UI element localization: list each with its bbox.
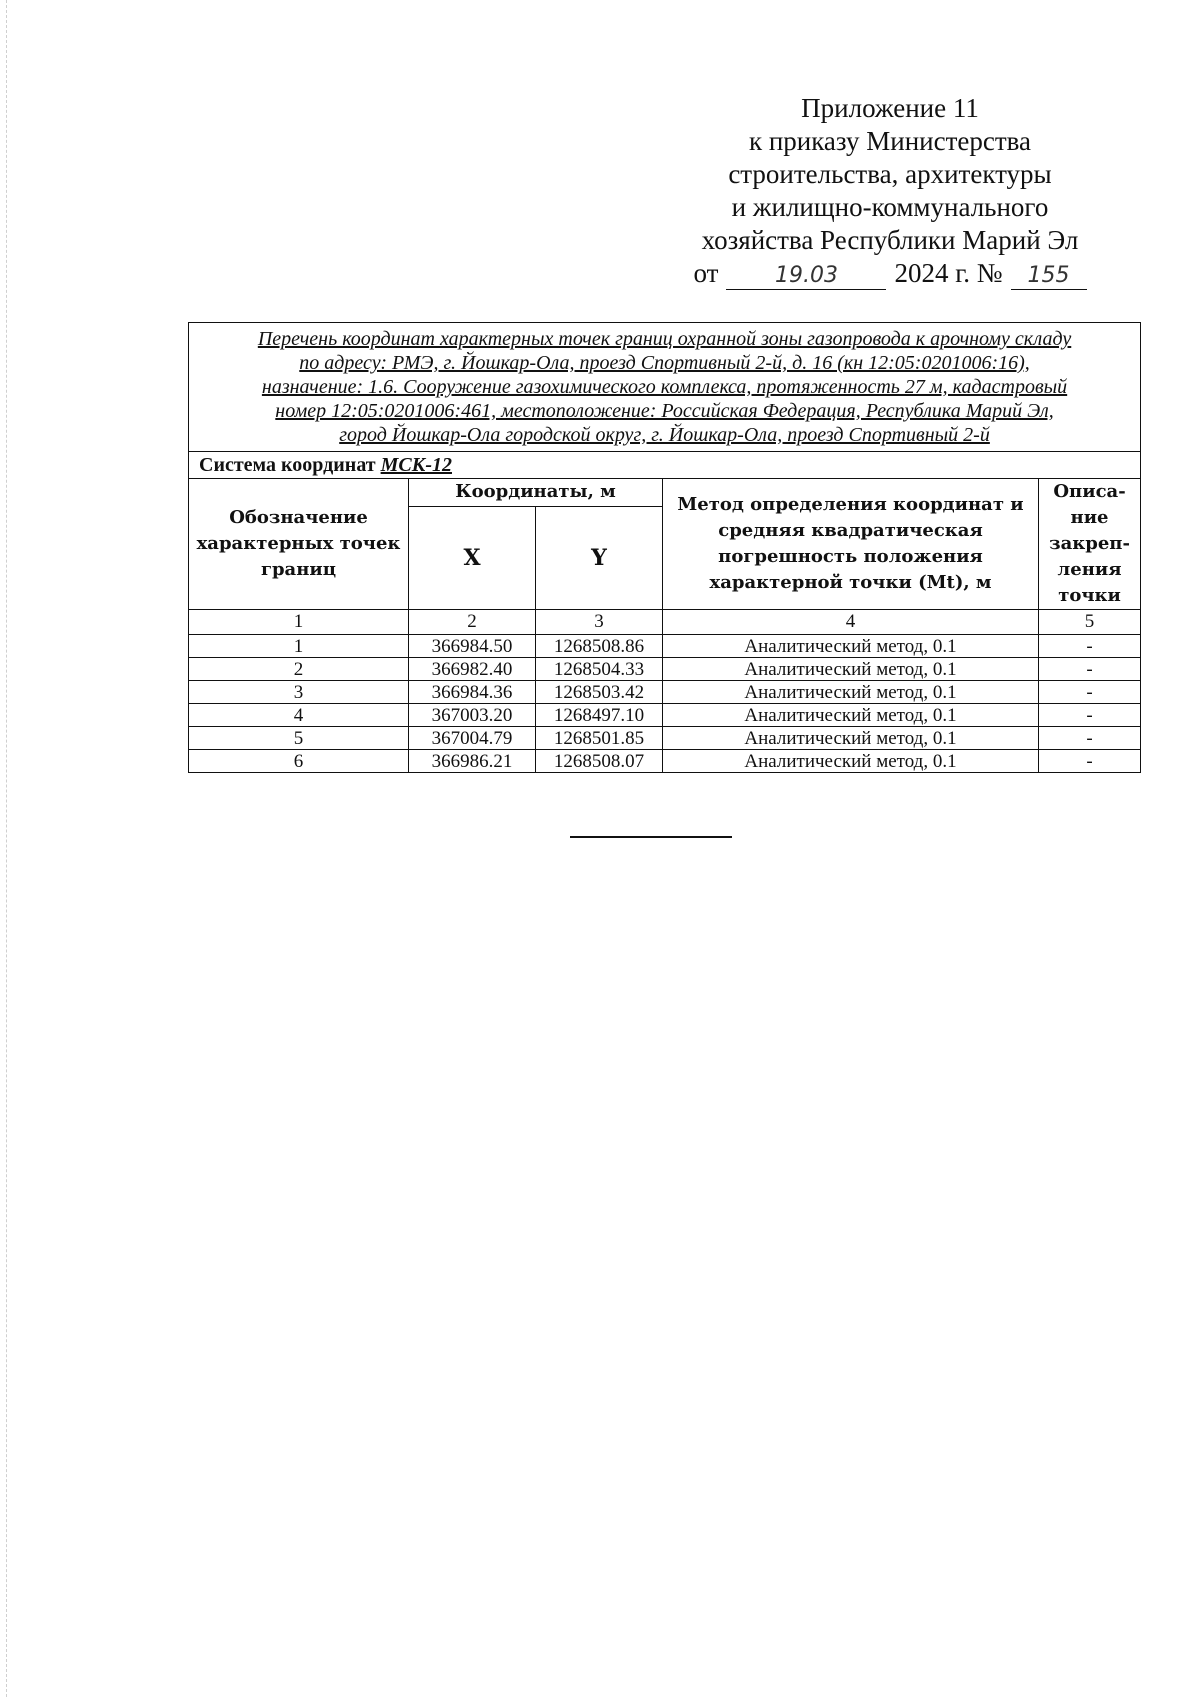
coord-x: 367004.79 xyxy=(409,727,536,750)
table-row xyxy=(189,635,1141,658)
coord-x: 366986.21 xyxy=(409,750,536,773)
column-number: 3 xyxy=(536,610,663,635)
method-cell: Аналитический метод, 0.1 xyxy=(663,681,1039,704)
header-method: Метод определения координат и средняя квадратическая погрешность положения характерной точки (Mt), м xyxy=(663,479,1039,610)
from-label: от xyxy=(693,258,719,288)
table-row xyxy=(189,681,1141,704)
column-number: 5 xyxy=(1039,610,1141,635)
coordinate-system-label: Система координат xyxy=(199,453,376,476)
header-coordinates: Координаты, м xyxy=(409,479,663,507)
coord-y: 1268508.07 xyxy=(536,750,663,773)
caption-line: номер 12:05:0201006:461, местоположение: Российская Федерация, Республика Марий Эл, xyxy=(275,400,1054,422)
description-cell: - xyxy=(1039,681,1141,704)
scan-edge-line xyxy=(6,0,8,1697)
description-cell: - xyxy=(1039,658,1141,681)
description-cell: - xyxy=(1039,727,1141,750)
table-row xyxy=(189,658,1141,681)
coordinates-table xyxy=(188,322,1141,773)
point-id: 4 xyxy=(189,704,409,727)
handwritten-order-number: 155 xyxy=(1011,263,1087,290)
coord-y: 1268504.33 xyxy=(536,658,663,681)
header-y: Y xyxy=(536,506,663,609)
point-id: 5 xyxy=(189,727,409,750)
column-number: 1 xyxy=(189,610,409,635)
appendix-title: Приложение 11 xyxy=(801,93,979,123)
column-number: 2 xyxy=(409,610,536,635)
description-cell: - xyxy=(1039,635,1141,658)
column-number: 4 xyxy=(663,610,1039,635)
table-row xyxy=(189,750,1141,773)
coord-x: 367003.20 xyxy=(409,704,536,727)
point-id: 1 xyxy=(189,635,409,658)
method-cell: Аналитический метод, 0.1 xyxy=(663,704,1039,727)
coordinate-system-row xyxy=(189,452,1141,479)
coord-y: 1268508.86 xyxy=(536,635,663,658)
coordinates-table-container xyxy=(188,322,1140,773)
year-number-label: 2024 г. № xyxy=(894,258,1003,288)
caption-line: по адресу: РМЭ, г. Йошкар-Ола, проезд Спортивный 2-й, д. 16 (кн 12:05:0201006:16), xyxy=(299,352,1030,374)
method-cell: Аналитический метод, 0.1 xyxy=(663,635,1039,658)
coord-y: 1268501.85 xyxy=(536,727,663,750)
header-x: X xyxy=(409,506,536,609)
handwritten-date: 19.03 xyxy=(726,263,886,290)
header-line-republic: хозяйства Республики Марий Эл xyxy=(701,225,1079,255)
coord-x: 366984.50 xyxy=(409,635,536,658)
coord-y: 1268503.42 xyxy=(536,681,663,704)
closing-rule xyxy=(570,836,732,838)
caption-line: город Йошкар-Ола городской округ, г. Йошкар-Ола, проезд Спортивный 2-й xyxy=(339,424,990,446)
method-cell: Аналитический метод, 0.1 xyxy=(663,750,1039,773)
caption-line: Перечень координат характерных точек границ охранной зоны газопровода к арочному складу xyxy=(257,328,1072,350)
appendix-header xyxy=(660,92,1120,290)
point-id: 6 xyxy=(189,750,409,773)
description-cell: - xyxy=(1039,704,1141,727)
header-line-ministry: строительства, архитектуры xyxy=(728,159,1052,189)
caption-line: назначение: 1.6. Сооружение газохимического комплекса, протяженность 27 м, кадастровый xyxy=(261,376,1068,398)
header-line-order: к приказу Министерства xyxy=(748,126,1032,156)
description-cell: - xyxy=(1039,750,1141,773)
order-date-line xyxy=(660,257,1120,290)
coordinate-system-value: МСК-12 xyxy=(380,453,452,476)
coord-y: 1268497.10 xyxy=(536,704,663,727)
header-line-housing: и жилищно-коммунального xyxy=(731,192,1049,222)
point-id: 2 xyxy=(189,658,409,681)
method-cell: Аналитический метод, 0.1 xyxy=(663,727,1039,750)
column-number-row xyxy=(189,610,1141,635)
header-point-designation: Обозначение характерных точек границ xyxy=(189,479,409,610)
coord-x: 366982.40 xyxy=(409,658,536,681)
table-row xyxy=(189,727,1141,750)
table-row xyxy=(189,704,1141,727)
method-cell: Аналитический метод, 0.1 xyxy=(663,658,1039,681)
header-description: Описа-ние закреп-ления точки xyxy=(1039,479,1141,610)
coord-x: 366984.36 xyxy=(409,681,536,704)
point-id: 3 xyxy=(189,681,409,704)
table-caption xyxy=(189,323,1141,452)
